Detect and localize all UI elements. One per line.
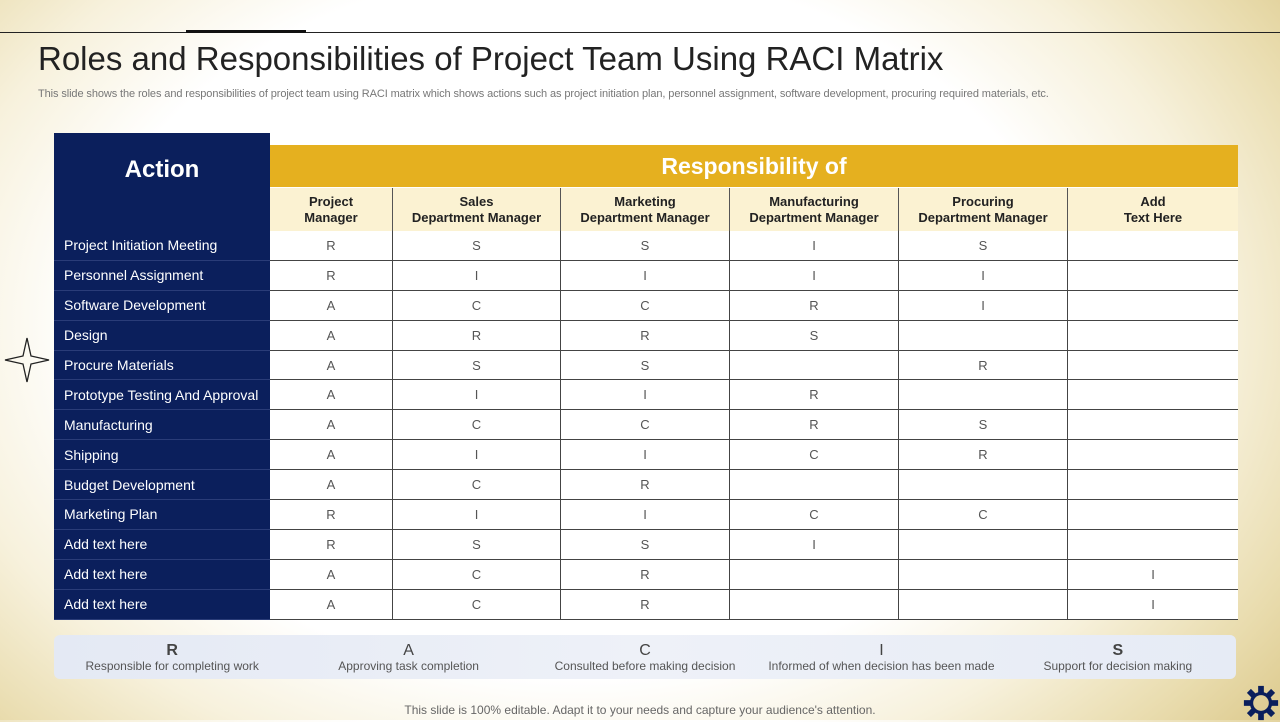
raci-cell (730, 590, 899, 620)
row-action-label: Add text here (54, 560, 270, 590)
raci-cell: A (270, 291, 393, 321)
raci-cell: I (561, 261, 730, 291)
raci-cell: I (1068, 560, 1238, 590)
raci-cell: S (393, 530, 561, 560)
raci-cell (899, 560, 1068, 590)
footer-note: This slide is 100% editable. Adapt it to your needs and capture your audience's attention. (404, 703, 876, 717)
column-header: Procuring Department Manager (899, 188, 1068, 231)
legend-letter: I (879, 641, 884, 659)
legend-description: Approving task completion (338, 658, 479, 673)
raci-cell: A (270, 440, 393, 470)
row-action-label: Shipping (54, 440, 270, 470)
raci-cell (899, 470, 1068, 500)
raci-cell: I (730, 261, 899, 291)
raci-cell: A (270, 560, 393, 590)
raci-cell: R (270, 231, 393, 261)
raci-cell: I (561, 380, 730, 410)
legend-description: Consulted before making decision (554, 658, 736, 673)
raci-cell (1068, 321, 1238, 351)
raci-cell: I (393, 500, 561, 530)
raci-cell: I (730, 231, 899, 261)
raci-cell (1068, 440, 1238, 470)
raci-cell (899, 321, 1068, 351)
raci-cell: I (393, 380, 561, 410)
raci-cell: I (393, 440, 561, 470)
legend-description: Informed of when decision has been made (768, 658, 995, 673)
raci-cell: C (393, 470, 561, 500)
raci-cell: R (561, 470, 730, 500)
table-row (54, 261, 1238, 291)
raci-cell: I (1068, 590, 1238, 620)
top-accent-bar (186, 30, 306, 33)
raci-cell: R (270, 261, 393, 291)
raci-cell (1068, 410, 1238, 440)
raci-cell (1068, 231, 1238, 261)
raci-cell: S (899, 410, 1068, 440)
raci-cell: A (270, 590, 393, 620)
row-action-label: Budget Development (54, 470, 270, 500)
raci-cell (899, 590, 1068, 620)
row-action-label: Procure Materials (54, 351, 270, 381)
raci-cell: C (561, 291, 730, 321)
table-row (54, 291, 1238, 321)
column-header: Manufacturing Department Manager (730, 188, 899, 231)
raci-cell: R (270, 530, 393, 560)
page-subtitle: This slide shows the roles and responsibilities of project team using RACI matrix which shows actions such as project initiation plan, personnel assignment, software development, procuring required materials, etc. (38, 88, 1049, 100)
row-action-label: Prototype Testing And Approval (54, 380, 270, 410)
table-row (54, 560, 1238, 590)
raci-cell: C (730, 440, 899, 470)
row-action-label: Personnel Assignment (54, 261, 270, 291)
legend-letter: R (166, 641, 178, 659)
legend-item (763, 635, 999, 679)
raci-cell: S (393, 231, 561, 261)
raci-cell: A (270, 351, 393, 381)
raci-cell: R (393, 321, 561, 351)
legend-letter: C (639, 641, 651, 659)
raci-cell: S (561, 231, 730, 261)
raci-cell: R (561, 321, 730, 351)
table-row (54, 440, 1238, 470)
table-row (54, 351, 1238, 381)
raci-cell: S (393, 351, 561, 381)
gear-icon (1242, 684, 1280, 722)
raci-cell: S (561, 530, 730, 560)
raci-cell (1068, 291, 1238, 321)
raci-cell: I (899, 291, 1068, 321)
four-point-star-icon (3, 336, 51, 384)
raci-cell (1068, 380, 1238, 410)
raci-cell (1068, 261, 1238, 291)
row-action-label: Design (54, 321, 270, 351)
raci-legend (54, 635, 1236, 679)
row-action-label: Marketing Plan (54, 500, 270, 530)
row-action-label: Add text here (54, 530, 270, 560)
raci-cell (1068, 530, 1238, 560)
raci-cell: C (393, 560, 561, 590)
legend-letter: A (403, 641, 414, 659)
legend-description: Responsible for completing work (85, 658, 259, 673)
table-row (54, 321, 1238, 351)
legend-item (1000, 635, 1236, 679)
action-header: Action (54, 133, 270, 231)
raci-cell: R (730, 410, 899, 440)
legend-item (290, 635, 526, 679)
raci-cell: I (899, 261, 1068, 291)
raci-cell: S (561, 351, 730, 381)
raci-cell (899, 530, 1068, 560)
raci-cell (730, 470, 899, 500)
raci-cell (1068, 500, 1238, 530)
raci-cell: A (270, 470, 393, 500)
raci-cell: C (899, 500, 1068, 530)
raci-cell: I (561, 440, 730, 470)
row-action-label: Software Development (54, 291, 270, 321)
raci-cell: A (270, 410, 393, 440)
row-action-label: Add text here (54, 590, 270, 620)
raci-cell: C (730, 500, 899, 530)
raci-cell (1068, 351, 1238, 381)
raci-cell: C (393, 291, 561, 321)
table-row (54, 500, 1238, 530)
raci-cell: C (393, 410, 561, 440)
table-row (54, 410, 1238, 440)
table-row (54, 590, 1238, 620)
raci-cell: R (561, 560, 730, 590)
raci-table (54, 231, 1238, 620)
raci-cell (899, 380, 1068, 410)
raci-cell: I (730, 530, 899, 560)
row-action-label: Project Initiation Meeting (54, 231, 270, 261)
raci-cell (730, 351, 899, 381)
raci-cell: R (730, 380, 899, 410)
table-row (54, 231, 1238, 261)
column-header: Add Text Here (1123, 193, 1183, 225)
raci-cell: R (561, 590, 730, 620)
raci-cell: R (899, 351, 1068, 381)
raci-cell (1068, 470, 1238, 500)
raci-cell: I (561, 500, 730, 530)
raci-cell: A (270, 380, 393, 410)
column-headers (270, 188, 1238, 231)
raci-cell: R (270, 500, 393, 530)
table-row (54, 380, 1238, 410)
raci-cell: S (899, 231, 1068, 261)
raci-cell: I (393, 261, 561, 291)
raci-cell: R (730, 291, 899, 321)
legend-letter: S (1112, 641, 1124, 659)
column-header: Sales Department Manager (393, 188, 561, 231)
raci-cell: A (270, 321, 393, 351)
raci-cell (730, 560, 899, 590)
row-action-label: Manufacturing (54, 410, 270, 440)
page-title: Roles and Responsibilities of Project Team Using RACI Matrix (38, 40, 944, 77)
raci-cell: R (899, 440, 1068, 470)
raci-cell: C (393, 590, 561, 620)
responsibility-header: Responsibility of (270, 145, 1238, 188)
table-row (54, 530, 1238, 560)
table-row (54, 470, 1238, 500)
column-header: Marketing Department Manager (561, 188, 730, 231)
legend-item (54, 635, 290, 679)
legend-description: Support for decision making (1043, 658, 1193, 673)
legend-item (527, 635, 763, 679)
raci-cell: S (730, 321, 899, 351)
raci-cell: C (561, 410, 730, 440)
column-header: Project Manager (270, 188, 393, 231)
